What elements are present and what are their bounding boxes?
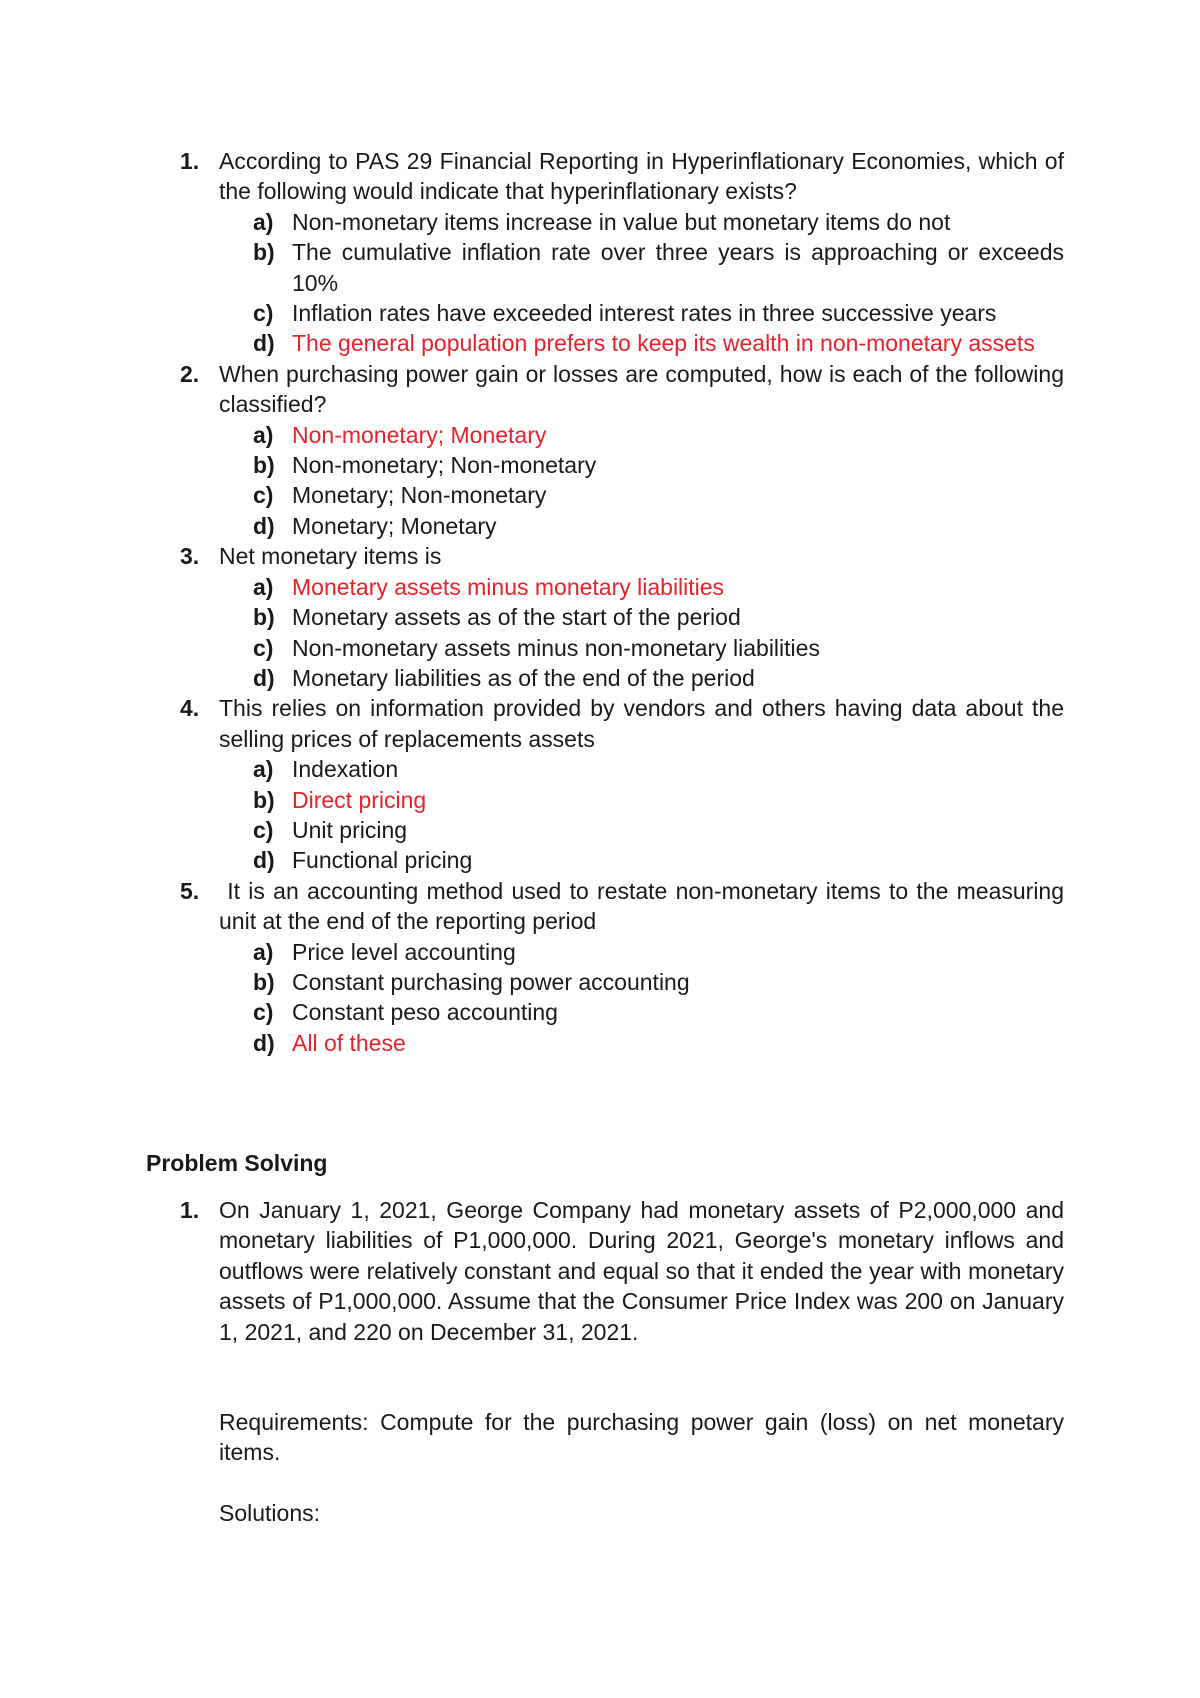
option-text: Non-monetary; Non-monetary — [292, 452, 597, 479]
question-text: According to PAS 29 Financial Reporting in Hyperinflationary Economies, which of the following would indicate that hyperinflationary exists? — [219, 148, 1064, 205]
option-d — [219, 511, 1064, 541]
option-text: Indexation — [292, 756, 399, 783]
option-letter: d) — [253, 664, 275, 691]
option-text: Monetary; Non-monetary — [292, 482, 547, 509]
option-letter: b) — [253, 604, 275, 631]
question-number: 5. — [180, 877, 200, 904]
option-letter: d) — [253, 1029, 275, 1056]
option-a — [219, 937, 1064, 967]
option-b — [219, 237, 1064, 298]
option-letter: c) — [253, 999, 274, 1026]
option-letter: a) — [253, 573, 274, 600]
option-letter: a) — [253, 208, 274, 235]
question-text: This relies on information provided by vendors and others having data about the selling prices of replacements assets — [219, 695, 1064, 752]
question-text: Net monetary items is — [219, 543, 442, 570]
option-list — [219, 420, 1064, 542]
option-text: Constant purchasing power accounting — [292, 968, 690, 995]
option-a — [219, 207, 1064, 237]
question-number: 3. — [180, 543, 200, 570]
question-number: 2. — [180, 360, 200, 387]
option-d — [219, 663, 1064, 693]
option-d — [219, 845, 1064, 875]
option-a — [219, 420, 1064, 450]
problem-text: On January 1, 2021, George Company had monetary assets of P2,000,000 and monetary liabilities of P1,000,000. During 2021, George's monetary inflows and outflows were relatively constant and equal so that it ended the year with monetary assets of P1,000,000. Assume that the Consumer Price Index was 200 on January 1, 2021, and 220 on December 31, 2021. — [219, 1197, 1064, 1345]
option-letter: b) — [253, 452, 275, 479]
option-letter: d) — [253, 512, 275, 539]
option-a — [219, 754, 1064, 784]
option-d — [219, 328, 1064, 358]
option-letter: c) — [253, 634, 274, 661]
problem-number: 1. — [180, 1197, 200, 1223]
option-letter: c) — [253, 300, 274, 327]
option-text: Price level accounting — [292, 938, 516, 965]
problem-list — [146, 1195, 1064, 1528]
option-text: The cumulative inflation rate over three years is approaching or exceeds 10% — [292, 239, 1064, 296]
option-text: Non-monetary; Monetary — [292, 421, 547, 448]
option-text: Unit pricing — [292, 816, 408, 843]
option-c — [219, 633, 1064, 663]
option-b — [219, 450, 1064, 480]
option-letter: b) — [253, 239, 275, 266]
option-letter: b) — [253, 968, 275, 995]
requirements-text: Requirements: Compute for the purchasing power gain (loss) on net monetary items. — [219, 1409, 1064, 1466]
option-text: Monetary liabilities as of the end of the period — [292, 664, 755, 691]
solutions-label: Solutions: — [219, 1499, 321, 1526]
option-letter: d) — [253, 847, 275, 874]
question-4 — [146, 693, 1064, 875]
question-number: 1. — [180, 148, 200, 174]
option-text: Non-monetary items increase in value but monetary items do not — [292, 208, 951, 235]
option-letter: c) — [253, 816, 274, 843]
option-b — [219, 967, 1064, 997]
option-list — [219, 937, 1064, 1059]
option-letter: b) — [253, 786, 275, 813]
option-letter: d) — [253, 330, 275, 357]
option-letter: a) — [253, 756, 274, 783]
option-text: The general population prefers to keep its wealth in non-monetary assets — [292, 330, 1035, 357]
option-letter: a) — [253, 938, 274, 965]
option-list — [219, 754, 1064, 876]
option-b — [219, 785, 1064, 815]
option-c — [219, 997, 1064, 1027]
question-text: It is an accounting method used to restate non-monetary items to the measuring unit at the end of the reporting period — [219, 877, 1071, 935]
question-3 — [146, 541, 1064, 693]
option-text: Monetary; Monetary — [292, 512, 497, 539]
option-text: Constant peso accounting — [292, 999, 558, 1026]
question-1 — [146, 146, 1064, 359]
option-b — [219, 602, 1064, 632]
option-list — [219, 572, 1064, 694]
option-c — [219, 815, 1064, 845]
option-c — [219, 298, 1064, 328]
option-letter: a) — [253, 421, 274, 448]
option-c — [219, 480, 1064, 510]
option-letter: c) — [253, 482, 274, 509]
question-5 — [146, 876, 1071, 1058]
option-d — [219, 1028, 1064, 1058]
option-text: Monetary assets minus monetary liabilities — [292, 573, 725, 600]
option-text: Functional pricing — [292, 847, 473, 874]
question-text: When purchasing power gain or losses are computed, how is each of the following classified? — [219, 360, 1064, 418]
option-a — [219, 572, 1064, 602]
option-text: Non-monetary assets minus non-monetary liabilities — [292, 634, 820, 661]
question-2 — [146, 359, 1064, 541]
option-text: Direct pricing — [292, 786, 427, 813]
question-number: 4. — [180, 695, 200, 722]
option-list — [219, 207, 1064, 359]
problem-1 — [146, 1195, 1064, 1528]
option-text: All of these — [292, 1029, 406, 1056]
option-text: Monetary assets as of the start of the period — [292, 604, 741, 631]
multiple-choice-list — [146, 146, 1071, 1058]
section-heading: Problem Solving — [146, 1150, 328, 1176]
option-text: Inflation rates have exceeded interest rates in three successive years — [292, 300, 997, 327]
